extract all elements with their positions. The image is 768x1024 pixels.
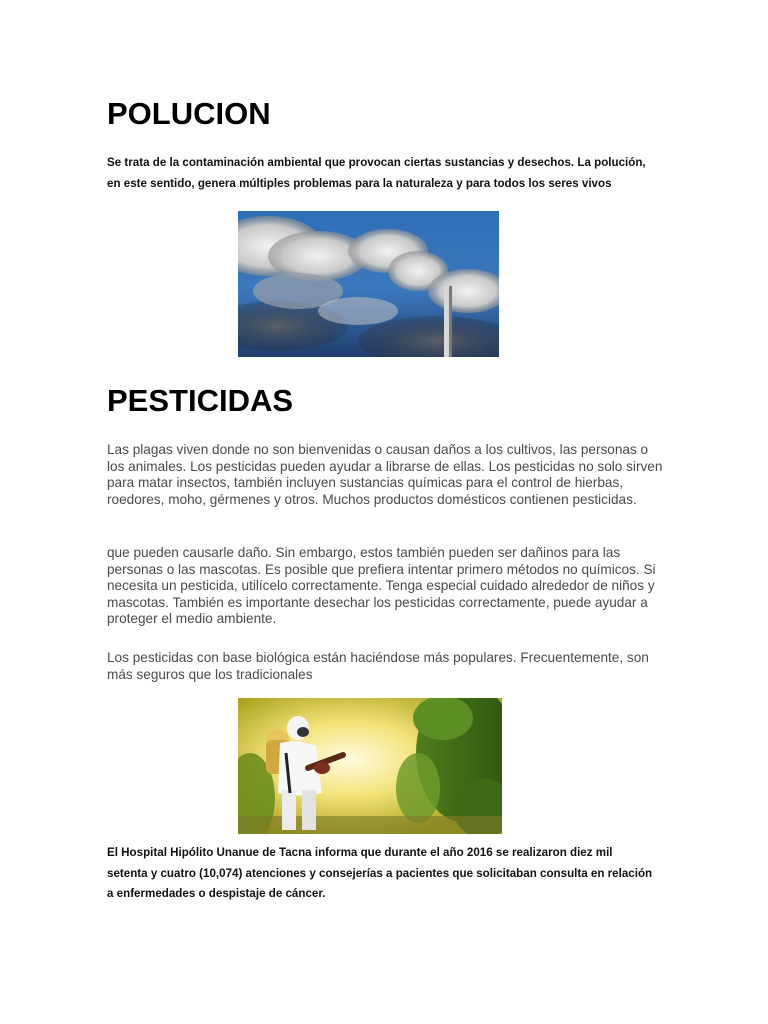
polucion-line-1: Se trata de la contaminación ambiental que provocan ciertas sustancias y desechos. La polución, (107, 156, 646, 169)
pesticidas-paragraph-1: Las plagas viven donde no son bienvenidas o causan daños a los cultivos, las personas o los animales. Los pesticidas pueden ayudar a librarse de ellas. Los pesticidas no solo sirven para matar insectos, también incluyen sustancias químicas para el control de hierbas, roedores, moho, gérmenes y otros. Muchos productos domésticos contienen pesticidas. (107, 442, 663, 507)
hospital-paragraph (107, 843, 677, 905)
hospital-line-1: El Hospital Hipólito Unanue de Tacna informa que durante el año 2016 se realizaron diez mil (107, 846, 613, 859)
polucion-paragraph (107, 153, 672, 194)
pesticidas-paragraph-3: Los pesticidas con base biológica están haciéndose más populares. Frecuentemente, son más seguros que los tradicionales (107, 650, 649, 682)
hospital-line-3: a enfermedades o despistaje de cáncer. (107, 887, 326, 900)
heading-polucion: POLUCION (107, 96, 271, 131)
hospital-line-2: setenta y cuatro (10,074) atenciones y consejerías a pacientes que solicitaban consulta en relación (107, 866, 653, 880)
pesticide-spraying-photo (238, 698, 502, 834)
heading-pesticidas: PESTICIDAS (107, 383, 294, 418)
polucion-line-2: en este sentido, genera múltiples problemas para la naturaleza y para todos los seres vivos (107, 176, 612, 190)
smokestack-pollution-photo (238, 211, 499, 357)
pesticidas-paragraph-2: que pueden causarle daño. Sin embargo, estos también pueden ser dañinos para las personas o las mascotas. Es posible que prefiera intentar primero métodos no químicos. Si necesita un pesticida, utilícelo correctamente. Tenga especial cuidado alrededor de niños y mascotas. También es importante desechar los pesticidas correctamente, puede ayudar a proteger el medio ambiente. (107, 545, 656, 627)
